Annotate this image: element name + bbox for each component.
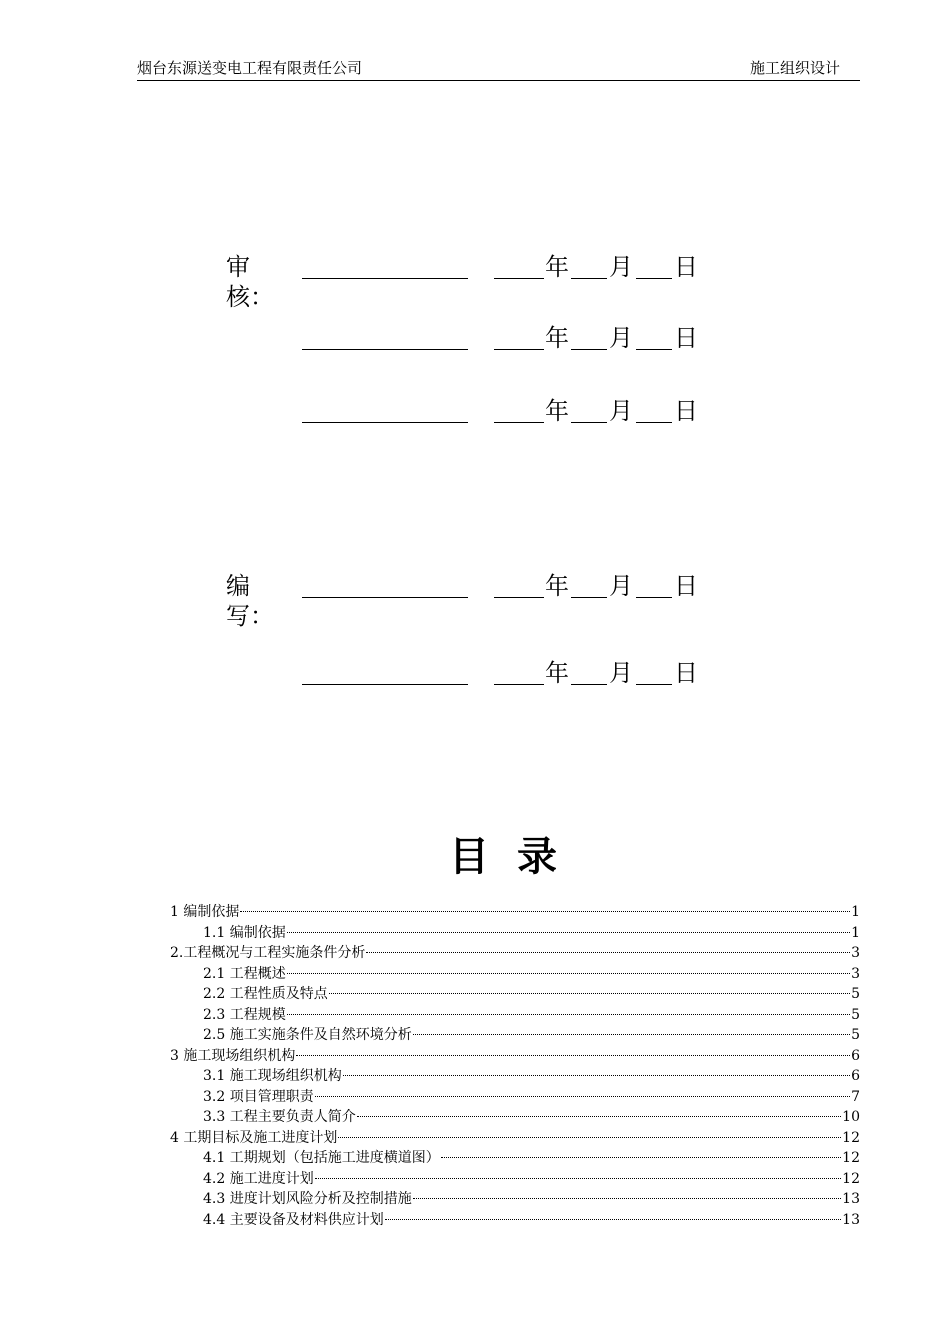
signature-line[interactable]: [302, 278, 468, 279]
toc-entry-title: 4.2 施工进度计划: [203, 1170, 314, 1187]
write-label: 编写：: [226, 572, 274, 630]
day-label: 日: [674, 253, 698, 281]
year-label: 年: [545, 253, 569, 281]
year-label: 年: [545, 659, 569, 687]
toc-entry-page: 6: [851, 1047, 860, 1064]
toc-dot-leader: [287, 932, 850, 933]
toc-entry-page: 5: [851, 1006, 860, 1023]
day-blank[interactable]: [636, 422, 672, 423]
year-label: 年: [545, 324, 569, 352]
toc-dot-leader: [385, 1219, 841, 1220]
month-label: 月: [609, 659, 633, 687]
day-blank[interactable]: [636, 597, 672, 598]
signature-line[interactable]: [302, 349, 468, 350]
toc-entry[interactable]: [170, 1189, 860, 1210]
signature-line[interactable]: [302, 422, 468, 423]
toc-entry-page: 12: [842, 1170, 860, 1187]
toc-entry[interactable]: [170, 1169, 860, 1190]
year-blank[interactable]: [494, 278, 544, 279]
month-label: 月: [609, 397, 633, 425]
toc-entry-page: 13: [842, 1211, 860, 1228]
toc-entry-title: 2.2 工程性质及特点: [203, 986, 328, 1002]
toc-entry[interactable]: [170, 1087, 860, 1108]
toc-dot-leader: [357, 1116, 841, 1117]
toc-entry-page: 5: [851, 986, 860, 1002]
day-blank[interactable]: [636, 278, 672, 279]
month-label: 月: [609, 324, 633, 352]
table-of-contents: [170, 902, 860, 1230]
toc-entry-page: 12: [842, 1129, 860, 1146]
toc-dot-leader: [366, 952, 850, 953]
toc-entry[interactable]: [170, 902, 860, 923]
toc-entry[interactable]: [170, 1210, 860, 1231]
day-label: 日: [674, 324, 698, 352]
signature-line[interactable]: [302, 684, 468, 685]
month-blank[interactable]: [571, 422, 607, 423]
toc-entry-title: 4.1 工期规划（包括施工进度横道图）: [203, 1150, 440, 1166]
toc-entry[interactable]: [170, 1025, 860, 1046]
month-blank[interactable]: [571, 597, 607, 598]
toc-entry-title: 3 施工现场组织机构: [170, 1047, 296, 1064]
header-doc-type: 施工组织设计: [749, 59, 840, 77]
toc-dot-leader: [287, 973, 850, 974]
toc-entry-page: 3: [851, 965, 860, 982]
day-label: 日: [674, 659, 698, 687]
day-blank[interactable]: [636, 349, 672, 350]
toc-dot-leader: [240, 911, 850, 912]
toc-entry-page: 6: [851, 1068, 860, 1084]
year-blank[interactable]: [494, 422, 544, 423]
year-label: 年: [545, 397, 569, 425]
toc-dot-leader: [441, 1157, 841, 1158]
toc-entry[interactable]: [170, 1128, 860, 1149]
toc-entry[interactable]: [170, 923, 860, 944]
toc-entry-title: 4.3 进度计划风险分析及控制措施: [203, 1191, 412, 1207]
month-blank[interactable]: [571, 278, 607, 279]
month-blank[interactable]: [571, 684, 607, 685]
header-company: 烟台东源送变电工程有限责任公司: [137, 59, 363, 77]
toc-entry-title: 3.2 项目管理职责: [203, 1088, 314, 1105]
toc-entry[interactable]: [170, 1148, 860, 1169]
month-blank[interactable]: [571, 349, 607, 350]
toc-entry-page: 5: [851, 1027, 860, 1043]
year-blank[interactable]: [494, 597, 544, 598]
toc-entry-page: 10: [842, 1109, 860, 1125]
toc-dot-leader: [296, 1055, 850, 1056]
day-label: 日: [674, 572, 698, 600]
toc-entry[interactable]: [170, 943, 860, 964]
day-label: 日: [674, 397, 698, 425]
toc-entry[interactable]: [170, 984, 860, 1005]
year-blank[interactable]: [494, 684, 544, 685]
toc-dot-leader: [413, 1198, 841, 1199]
review-label: 审核：: [226, 253, 274, 311]
day-blank[interactable]: [636, 684, 672, 685]
toc-dot-leader: [343, 1075, 850, 1076]
toc-entry-page: 3: [851, 945, 860, 961]
toc-entry-title: 4 工期目标及施工进度计划: [170, 1129, 338, 1146]
year-label: 年: [545, 572, 569, 600]
toc-entry-title: 2.工程概况与工程实施条件分析: [170, 945, 366, 961]
toc-entry[interactable]: [170, 1046, 860, 1067]
toc-entry-title: 2.1 工程概述: [203, 965, 286, 982]
toc-entry-title: 3.1 施工现场组织机构: [203, 1068, 342, 1084]
toc-entry-page: 7: [851, 1088, 860, 1105]
signature-line[interactable]: [302, 597, 468, 598]
toc-entry[interactable]: [170, 1107, 860, 1128]
year-blank[interactable]: [494, 349, 544, 350]
toc-entry-page: 13: [842, 1191, 860, 1207]
toc-dot-leader: [413, 1034, 850, 1035]
toc-entry-title: 3.3 工程主要负责人简介: [203, 1109, 356, 1125]
toc-dot-leader: [338, 1137, 841, 1138]
toc-dot-leader: [315, 1178, 841, 1179]
toc-entry[interactable]: [170, 1005, 860, 1026]
toc-entry[interactable]: [170, 1066, 860, 1087]
toc-dot-leader: [315, 1096, 850, 1097]
toc-entry[interactable]: [170, 964, 860, 985]
toc-dot-leader: [287, 1014, 850, 1015]
toc-entry-page: 1: [851, 924, 860, 941]
toc-entry-title: 1 编制依据: [170, 904, 240, 920]
toc-entry-page: 12: [842, 1150, 860, 1166]
toc-entry-title: 2.5 施工实施条件及自然环境分析: [203, 1027, 412, 1043]
toc-title: 目录: [449, 833, 585, 880]
toc-entry-title: 2.3 工程规模: [203, 1006, 286, 1023]
month-label: 月: [609, 572, 633, 600]
toc-dot-leader: [329, 993, 850, 994]
toc-entry-title: 4.4 主要设备及材料供应计划: [203, 1211, 384, 1228]
toc-entry-title: 1.1 编制依据: [203, 924, 286, 941]
toc-entry-page: 1: [851, 904, 860, 920]
page-header: [137, 58, 860, 81]
month-label: 月: [609, 253, 633, 281]
